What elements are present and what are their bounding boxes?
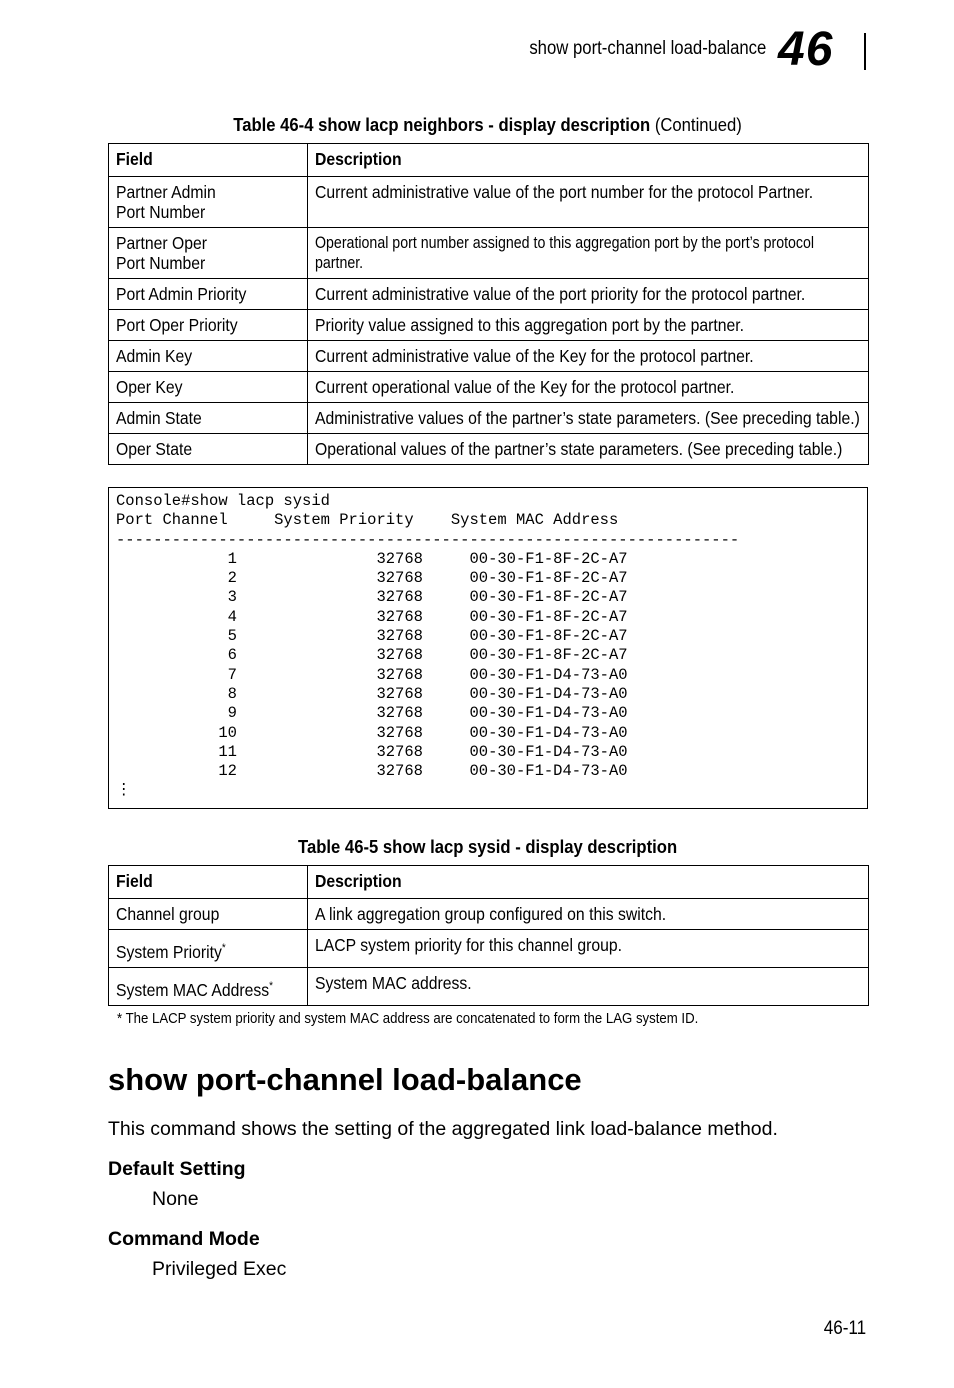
console-divider: ------------------------------------------------------------------- xyxy=(116,530,740,549)
field-cell: System MAC Address* xyxy=(109,967,308,1005)
section-title: show port-channel load-balance xyxy=(108,1062,582,1097)
console-command: Console#show lacp sysid xyxy=(116,492,330,510)
description-cell: Administrative values of the partner’s state parameters. (See preceding table.) xyxy=(308,403,869,434)
console-row-channel: 7 xyxy=(116,665,237,684)
field-cell: Port Oper Priority xyxy=(109,310,308,341)
console-row-priority: 32768 xyxy=(236,704,423,723)
console-row-priority: 32768 xyxy=(236,627,423,646)
column-header-field: Field xyxy=(109,866,308,899)
console-row xyxy=(116,724,628,742)
description-cell: Operational port number assigned to this aggregation port by the port’s protocol partner. xyxy=(308,228,869,279)
console-row-priority: 32768 xyxy=(236,549,423,568)
table-row xyxy=(109,899,869,930)
console-row xyxy=(116,550,628,568)
console-row-priority: 32768 xyxy=(236,684,423,703)
column-header-field: Field xyxy=(109,144,308,177)
console-row xyxy=(116,743,628,761)
console-row xyxy=(116,762,628,780)
table-row xyxy=(109,310,869,341)
console-row-channel: 10 xyxy=(116,723,237,742)
console-row xyxy=(116,704,628,722)
table-row xyxy=(109,341,869,372)
console-row-mac: 00-30-F1-8F-2C-A7 xyxy=(422,646,628,665)
table-row xyxy=(109,177,869,228)
console-row-priority: 32768 xyxy=(236,723,423,742)
running-head-title: show port-channel load-balance xyxy=(528,38,766,59)
console-row-channel: 2 xyxy=(116,569,237,588)
console-row-channel: 11 xyxy=(116,742,237,761)
field-cell: Channel group xyxy=(109,899,308,930)
table-46-4-caption-suffix: (Continued) xyxy=(650,114,743,135)
table-row xyxy=(109,279,869,310)
console-row-priority: 32768 xyxy=(236,742,423,761)
page-number: 46-11 xyxy=(823,1318,866,1339)
console-row-channel: 5 xyxy=(116,627,237,646)
console-row-priority: 32768 xyxy=(236,569,423,588)
console-row-mac: 00-30-F1-D4-73-A0 xyxy=(422,762,628,781)
description-cell: Current administrative value of the Key for the protocol partner. xyxy=(308,341,869,372)
table-header-row xyxy=(109,866,869,899)
console-row xyxy=(116,685,628,703)
console-row-mac: 00-30-F1-8F-2C-A7 xyxy=(422,588,628,607)
console-rows xyxy=(116,550,628,780)
table-46-4-caption xyxy=(108,114,868,136)
console-row-priority: 32768 xyxy=(236,762,423,781)
console-row-mac: 00-30-F1-D4-73-A0 xyxy=(422,723,628,742)
field-cell: Partner Admin Port Number xyxy=(109,177,308,228)
chapter-number: 46 xyxy=(778,23,834,76)
description-cell: A link aggregation group configured on this switch. xyxy=(308,899,869,930)
table-46-5-caption xyxy=(108,836,868,858)
table-46-4 xyxy=(108,143,869,465)
table-row xyxy=(109,403,869,434)
console-output-box xyxy=(108,487,868,809)
console-row-mac: 00-30-F1-D4-73-A0 xyxy=(422,742,628,761)
console-row-priority: 32768 xyxy=(236,588,423,607)
column-header-description: Description xyxy=(308,866,869,899)
default-setting-heading: Default Setting xyxy=(108,1158,246,1180)
description-cell: Current administrative value of the port priority for the protocol partner. xyxy=(308,279,869,310)
default-setting-value: None xyxy=(152,1188,199,1210)
console-row xyxy=(116,646,628,664)
console-row-mac: 00-30-F1-8F-2C-A7 xyxy=(422,569,628,588)
description-cell: Current operational value of the Key for the protocol partner. xyxy=(308,372,869,403)
console-row-mac: 00-30-F1-D4-73-A0 xyxy=(422,665,628,684)
console-row-mac: 00-30-F1-8F-2C-A7 xyxy=(422,627,628,646)
console-row xyxy=(116,569,628,587)
section-intro: This command shows the setting of the aggregated link load-balance method. xyxy=(108,1118,778,1140)
description-cell: Priority value assigned to this aggregation port by the partner. xyxy=(308,310,869,341)
console-row-mac: 00-30-F1-8F-2C-A7 xyxy=(422,607,628,626)
field-cell: Admin State xyxy=(109,403,308,434)
description-cell: System MAC address. xyxy=(308,967,869,1005)
table-row xyxy=(109,372,869,403)
chapter-rule xyxy=(864,33,866,70)
field-cell: System Priority* xyxy=(109,930,308,968)
console-row-priority: 32768 xyxy=(236,607,423,626)
footnote-mark: * xyxy=(269,979,274,992)
console-row xyxy=(116,627,628,645)
footnote-mark: * xyxy=(221,942,226,954)
field-cell: Partner Oper Port Number xyxy=(109,228,308,279)
table-row xyxy=(109,930,869,968)
description-cell: Operational values of the partner’s state parameters. (See preceding table.) xyxy=(308,434,869,465)
console-row xyxy=(116,666,628,684)
table-row xyxy=(109,967,869,1005)
console-row-priority: 32768 xyxy=(236,665,423,684)
table-row xyxy=(109,434,869,465)
field-cell: Admin Key xyxy=(109,341,308,372)
console-header: Port Channel System Priority System MAC Address xyxy=(116,511,619,530)
footnote: * The LACP system priority and system MAC address are concatenated to form the LAG system ID. xyxy=(117,1010,699,1027)
console-row-channel: 8 xyxy=(116,684,237,703)
console-row-channel: 3 xyxy=(116,588,237,607)
console-row-channel: 6 xyxy=(116,646,237,665)
field-cell: Oper Key xyxy=(109,372,308,403)
table-46-5 xyxy=(108,865,869,1006)
console-row-channel: 1 xyxy=(116,549,237,568)
command-mode-heading: Command Mode xyxy=(108,1228,260,1250)
console-row-mac: 00-30-F1-8F-2C-A7 xyxy=(422,549,628,568)
console-row xyxy=(116,588,628,606)
field-cell: Port Admin Priority xyxy=(109,279,308,310)
console-continuation: ⋮ xyxy=(116,781,132,800)
field-cell: Oper State xyxy=(109,434,308,465)
description-cell: LACP system priority for this channel group. xyxy=(308,930,869,968)
command-mode-value: Privileged Exec xyxy=(152,1258,287,1280)
table-46-5-caption-title: Table 46-5 show lacp sysid - display description xyxy=(298,836,678,857)
console-row xyxy=(116,608,628,626)
table-46-4-caption-title: Table 46-4 show lacp neighbors - display description xyxy=(233,114,651,135)
console-row-channel: 9 xyxy=(116,704,237,723)
console-row-priority: 32768 xyxy=(236,646,423,665)
table-row xyxy=(109,228,869,279)
console-text xyxy=(116,492,739,801)
console-row-channel: 12 xyxy=(116,762,237,781)
console-row-mac: 00-30-F1-D4-73-A0 xyxy=(422,704,628,723)
table-header-row xyxy=(109,144,869,177)
description-cell: Current administrative value of the port number for the protocol Partner. xyxy=(308,177,869,228)
column-header-description: Description xyxy=(308,144,869,177)
console-row-mac: 00-30-F1-D4-73-A0 xyxy=(422,684,628,703)
console-row-channel: 4 xyxy=(116,607,237,626)
